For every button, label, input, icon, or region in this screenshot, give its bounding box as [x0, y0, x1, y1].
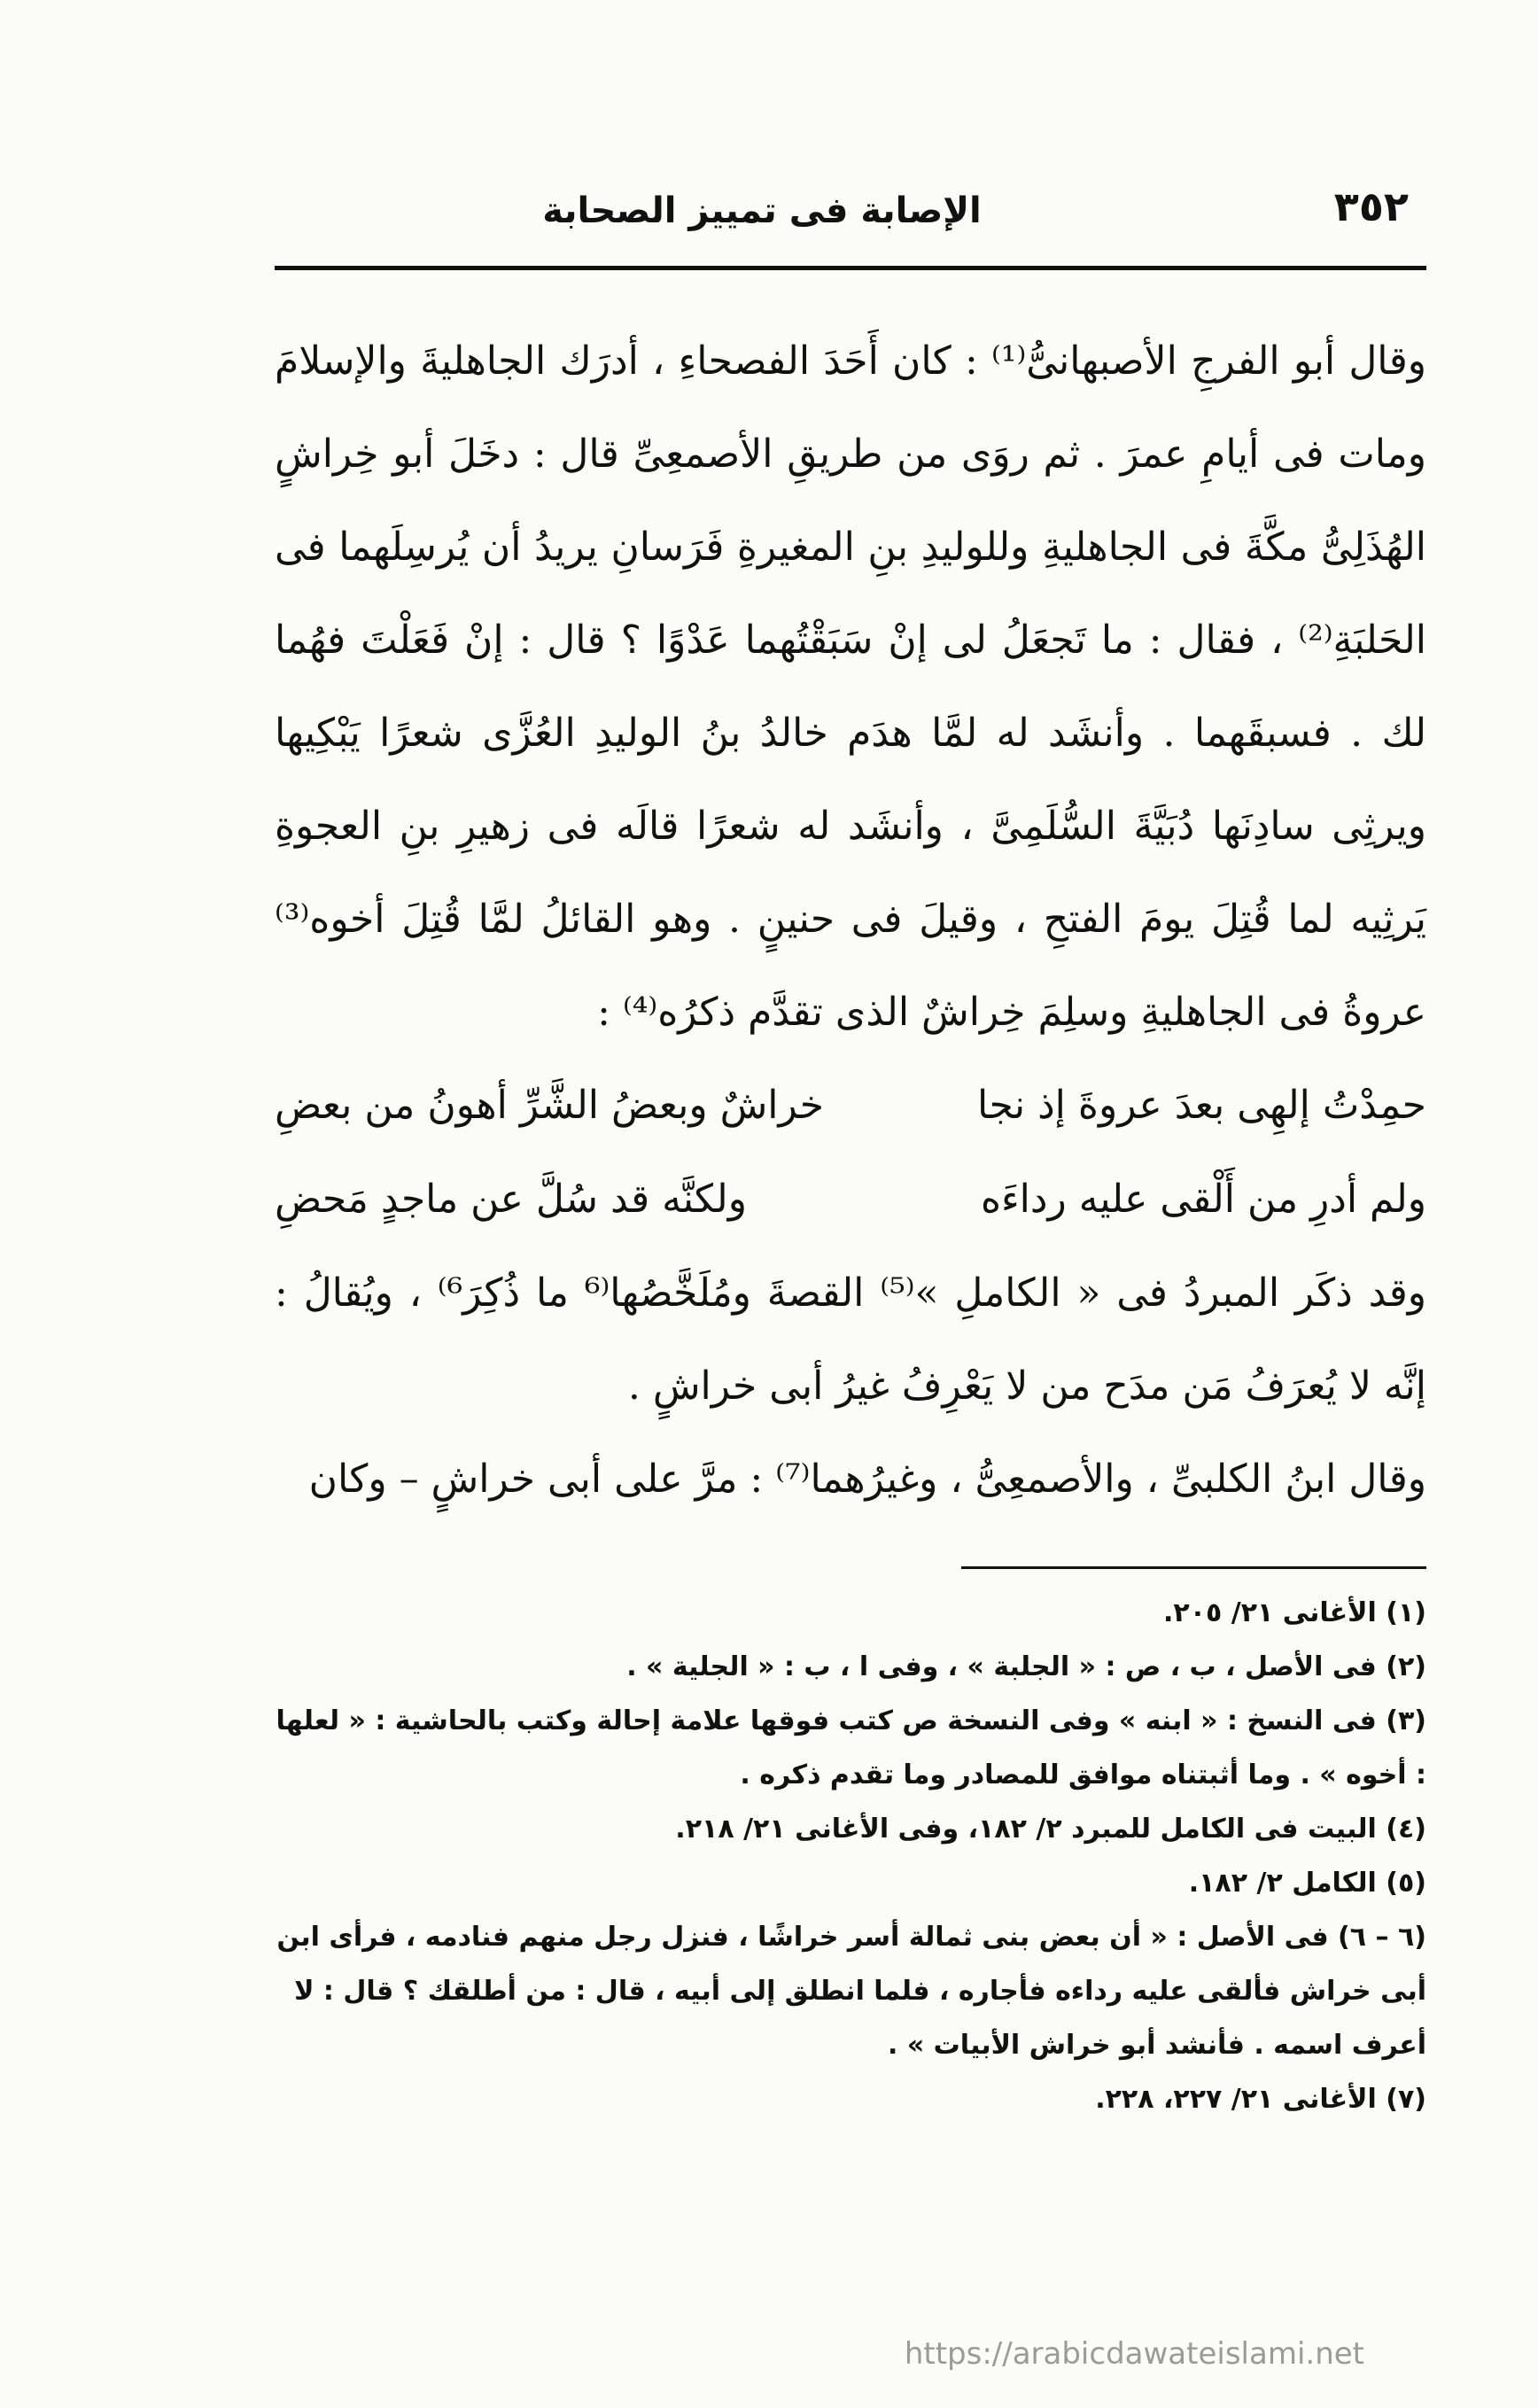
paragraph: وقال ابنُ الكلبىِّ ، والأصمعِىُّ ، وغيرُهما⁽⁷⁾ : مرَّ على أبى خراشٍ – وكان — [308, 1456, 1426, 1502]
hemistich: ولم أدرِ من أَلْقى عليه رداءَه — [980, 1177, 1426, 1222]
footnote: (٦ – ٦) فى الأصل : « أن بعض بنى ثمالة أسر خراشًا ، فنزل رجل منهم فنادمه ، فرأى ابن أبى خراش فألقى عليه رداءه فأجاره ، فلما انطلق إلى أبيه ، قال : من أطلقك ؟ قال : لا أعرف اسمه . فأنشد أبو خراش الأبيات » . — [276, 1922, 1426, 2061]
verse — [275, 1059, 1426, 1153]
footnote: (١) الأغانى ٢١/ ٢٠٥. — [1162, 1597, 1426, 1628]
footnote: (٥) الكامل ٢/ ١٨٢. — [1188, 1868, 1426, 1899]
paragraph: وقال أبو الفرجِ الأصبهانىُّ⁽¹⁾ : كان أَحَدَ الفصحاءِ ، أدرَك الجاهليةَ والإسلامَ ومات فى أيامِ عمرَ . ثم روَى من طريقِ الأصمعِىِّ قال : دخَلَ أبو خِراشٍ الهُذَلِىُّ مكَّةَ فى الجاهليةِ وللوليدِ بنِ المغيرةِ فَرَسانِ يريدُ أن يُرسِلَهما فى الحَلبَةِ⁽²⁾ ، فقال : ما تَجعَلُ لى إنْ سَبَقْتُهما عَدْوًا ؟ قال : إنْ فَعَلْتَ فهُما لك . فسبقَهما . وأنشَد له لمَّا هدَم خالدُ بنُ الوليدِ العُزَّى شعرًا يَبْكِيها ويرثِى سادِنَها دُبَيَّةَ السُّلَمِىَّ ، وأنشَد له شعرًا قالَه فى زهيرِ بنِ العجوةِ يَرثِيه لما قُتِلَ يومَ الفتحِ ، وقيلَ فى حنينٍ . وهو القائلُ لمَّا قُتِلَ أخوه⁽³⁾ عروةُ فى الجاهليةِ وسلِمَ خِراشٌ الذى تقدَّم ذكرُه⁽⁴⁾ : — [275, 338, 1426, 1035]
footnote: (٣) فى النسخ : « ابنه » وفى النسخة ص كتب فوقها علامة إحالة وكتب بالحاشية : « لعلها : أخوه » . وما أثبتناه موافق للمصادر وما تقدم ذكره . — [276, 1705, 1426, 1790]
book-title: الإصابة فى تمييز الصحابة — [542, 190, 982, 231]
footnote: (٧) الأغانى ٢١/ ٢٢٧، ٢٢٨. — [1095, 2084, 1426, 2115]
hemistich: ولكنَّه قد سُلَّ عن ماجدٍ مَحضِ — [275, 1177, 747, 1222]
hemistich: خراشٌ وبعضُ الشَّرِّ أهونُ من بعضِ — [275, 1083, 824, 1128]
footnote: (٤) البيت فى الكامل للمبرد ٢/ ١٨٢، وفى الأغانى ٢١/ ٢١٨. — [675, 1814, 1426, 1845]
footnote-separator — [961, 1566, 1426, 1569]
watermark-url: https://arabicdawateislami.net — [904, 2336, 1364, 2372]
main-text — [275, 315, 1426, 1526]
hemistich: حمِدْتُ إلهِى بعدَ عروةَ إذ نجا — [977, 1083, 1426, 1128]
footnote: (٢) فى الأصل ، ب ، ص : « الجلبة » ، وفى ا ، ب : « الجلية » . — [626, 1651, 1426, 1682]
header-rule — [275, 266, 1426, 270]
paragraph: وقد ذكَر المبردُ فى « الكاملِ »⁽⁵⁾ القصةَ ومُلَخَّصُها⁽⁶ ما ذُكِرَ⁶⁾ ، ويُقالُ : إنَّه لا يُعرَفُ مَن مدَح من لا يَعْرِفُ غيرُ أبى خراشٍ . — [275, 1270, 1427, 1409]
poem — [275, 1059, 1426, 1247]
verse — [275, 1153, 1426, 1247]
page-number: ٣٥٢ — [1333, 183, 1409, 230]
footnotes — [275, 1586, 1426, 2126]
